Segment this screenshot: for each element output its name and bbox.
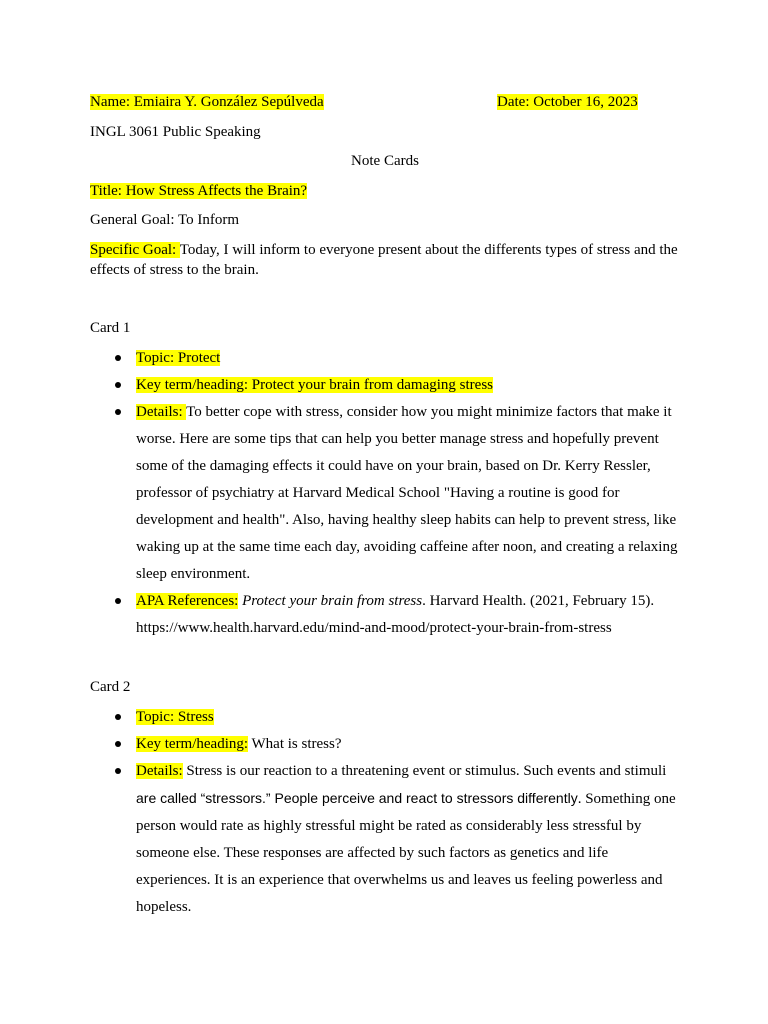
card-1-apa-url[interactable]: https://www.health.harvard.edu/mind-and-mood/protect-your-brain-from-stress <box>136 620 612 636</box>
card-1-apa-item <box>90 588 680 642</box>
bullet-icon <box>115 382 121 388</box>
card-1-details-label: Details: <box>136 404 187 420</box>
general-goal: General Goal: To Inform <box>90 212 240 228</box>
card-1-topic-item <box>90 345 680 372</box>
specific-goal <box>90 240 680 280</box>
speech-title-line <box>90 181 307 201</box>
name-line <box>90 92 324 112</box>
specific-goal-text: Today, I will inform to everyone present about the differents types of stress and the effects of stress to the brain. <box>90 242 678 278</box>
card-2-key-term-item <box>90 731 680 758</box>
card-1-details-item <box>90 399 680 588</box>
bullet-icon <box>115 714 121 720</box>
card-1-apa-label: APA References: <box>136 593 239 609</box>
card-2-topic-item <box>90 704 680 731</box>
card-2-details-text-b: are called “stressors.” People perceive and react to stressors differently <box>136 790 578 806</box>
card-2-label: Card 2 <box>90 679 131 695</box>
bullet-icon <box>115 741 121 747</box>
bullet-icon <box>115 409 121 415</box>
card-2-list <box>90 704 680 921</box>
speech-title: Title: How Stress Affects the Brain? <box>90 183 308 199</box>
card-2-details-item <box>90 758 680 921</box>
card-1-apa-rest: . Harvard Health. (2021, February 15). <box>422 593 655 609</box>
name-label: Name: <box>90 94 130 110</box>
card-1-list <box>90 345 680 642</box>
document-title: Note Cards <box>351 153 419 169</box>
specific-goal-label: Specific Goal: <box>90 242 180 258</box>
card-1-details-text: To better cope with stress, consider how you might minimize factors that make it worse. Here are some tips that can help you better manage stress and hopefully prevent some of the damaging effects it could have on your brain, based on Dr. Kerry Ressler, professor of psychiatry at Harvard Medical School "Having a routine is good for development and health". Also, having healthy sleep habits can help to prevent stress, like waking up at the same time each day, avoiding caffeine after noon, and creating a relaxing sleep environment. <box>136 404 678 582</box>
card-2-key-term-text: What is stress? <box>248 736 342 752</box>
card-1-key-term-item <box>90 372 680 399</box>
card-1-apa-title: Protect your brain from stress <box>242 593 423 609</box>
card-1-topic: Topic: Protect <box>136 350 221 366</box>
bullet-icon <box>115 355 121 361</box>
card-1-key-term: Key term/heading: Protect your brain from damaging stress <box>136 377 493 393</box>
card-2-details-text-c: . Something one person would rate as highly stressful might be rated as considerably less stressful by someone else. These responses are affected by such factors as genetics and life experiences. It is an experience that overwhelms us and leaves us feeling powerless and hopeless. <box>136 791 676 915</box>
name-value: Emiaira Y. González Sepúlveda <box>129 94 324 110</box>
card-2-details-text-a: Stress is our reaction to a threatening event or stimulus. Such events and stimuli <box>182 763 667 779</box>
card-2-details-label: Details: <box>136 763 183 779</box>
bullet-icon <box>115 598 121 604</box>
date-line <box>497 92 638 112</box>
date-value: Date: October 16, 2023 <box>497 94 638 110</box>
card-2-key-term-label: Key term/heading: <box>136 736 249 752</box>
bullet-icon <box>115 768 121 774</box>
card-2-topic: Topic: Stress <box>136 709 214 725</box>
course-line: INGL 3061 Public Speaking <box>90 124 261 140</box>
card-1-label: Card 1 <box>90 320 131 336</box>
